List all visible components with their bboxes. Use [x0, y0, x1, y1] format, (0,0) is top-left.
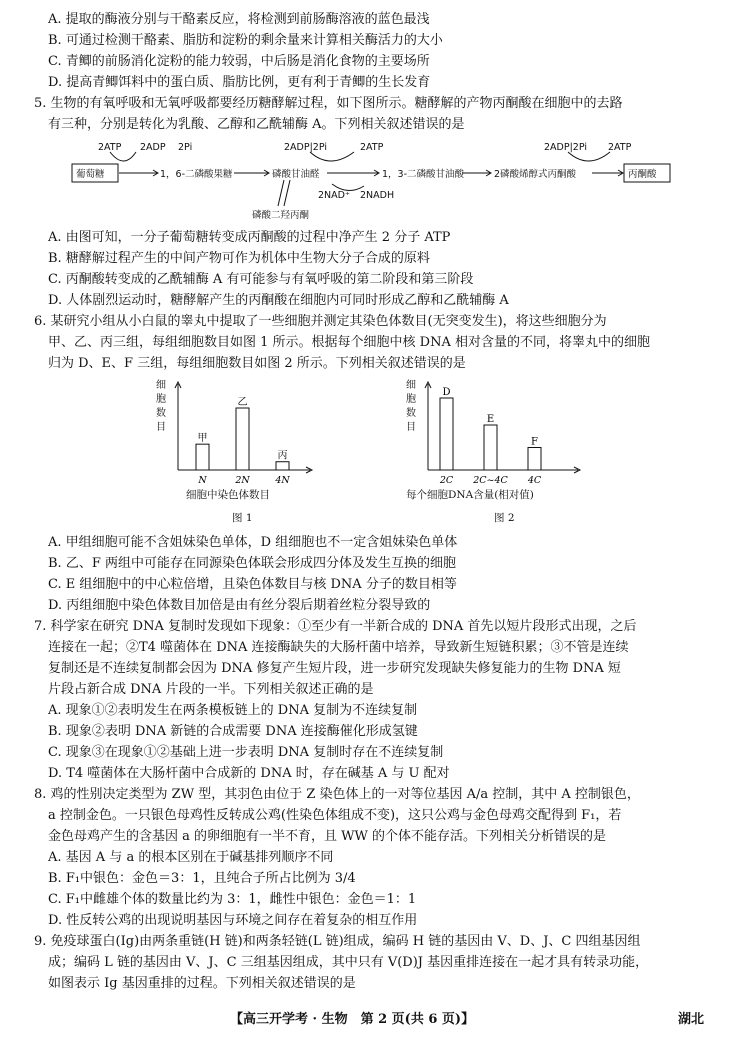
- q6-option-c: C. E 组细胞中的中心粒倍增，且染色体数目与核 DNA 分子的数目相等: [48, 577, 457, 592]
- fig2-bar-label-2: F: [531, 436, 538, 448]
- q9-stem-line3: 如图表示 Ig 基因重排的过程。下列相关叙述错误的是: [48, 976, 356, 991]
- q7-stem-line3: 复制还是不连续复制都会因为 DNA 修复产生短片段，进一步研究发现缺失修复能力的生物 DNA 短: [48, 661, 621, 676]
- q7-option-a: A. 现象①②表明发生在两条模板链上的 DNA 复制为不连续复制: [48, 703, 418, 718]
- q5-option-c: C. 丙酮酸转变成的乙酰辅酶 A 有可能参与有氧呼吸的第二阶段和第三阶段: [48, 272, 474, 287]
- q6-stem-line3: 归为 D、E、F 三组，每组细胞数目如图 2 所示。下列相关叙述错误的是: [48, 356, 466, 371]
- footer-region: 湖北: [678, 1012, 705, 1027]
- q8-stem-line1: 8. 鸡的性别决定类型为 ZW 型，其羽色由位于 Z 染色体上的一对等位基因 A/a 控制，其中 A 控制银色，: [34, 787, 640, 802]
- fig1-bar-1: [236, 408, 249, 470]
- q4-option-c: C. 青鲫的前肠消化淀粉的能力较弱，中后肠是消化食物的主要场所: [48, 54, 430, 69]
- adp-out-label: 2ADP: [140, 142, 166, 153]
- q8-option-b: B. F₁中银色：金色＝3：1，且纯合子所占比例为 3/4: [48, 871, 356, 886]
- q7-option-b: B. 现象②表明 DNA 新链的合成需要 DNA 连接酶催化形成氢键: [48, 724, 418, 739]
- fig2-bar-2: [528, 448, 541, 471]
- atp-out-label: 2ATP: [360, 142, 384, 153]
- fig1-tick-label-0: N: [198, 475, 207, 486]
- pi-out-label: 2Pi: [178, 142, 193, 153]
- q4-option-b: B. 可通过检测干酪素、脂肪和淀粉的剩余量来计算相关酶活力的大小: [48, 33, 443, 48]
- q6-option-a: A. 甲组细胞可能不含姐妹染色单体，D 组细胞也不一定含姐妹染色单体: [48, 535, 458, 550]
- q7-option-c: C. 现象③在现象①②基础上进一步表明 DNA 复制时存在不连续复制: [48, 745, 444, 760]
- q5-option-d: D. 人体剧烈运动时，糖酵解产生的丙酮酸在细胞内可同时形成乙醇和乙酰辅酶 A: [48, 293, 509, 308]
- q8-option-a: A. 基因 A 与 a 的根本区别在于碱基排列顺序不同: [48, 850, 334, 865]
- fig1-bar-0: [196, 444, 209, 470]
- glucose-label: 葡萄糖: [76, 169, 105, 180]
- fig2-bar-0: [440, 398, 453, 470]
- nadh-label: 2NADH: [360, 190, 395, 201]
- fig1-bar-label-2: 丙: [277, 450, 288, 462]
- q6-stem-line1: 6. 某研究小组从小白鼠的睾丸中提取了一些细胞并测定其染色体数目(无突变发生)，将这些细胞分为: [34, 314, 607, 329]
- fig1-caption: 图 1: [232, 512, 253, 524]
- q4-option-a: A. 提取的酶液分别与干酪素反应，将检测到前肠酶溶液的蓝色最浅: [48, 12, 430, 27]
- glycolysis-diagram: [62, 140, 702, 222]
- fig1-ylabel-4: 目: [156, 422, 166, 433]
- fig2-ylabel-1: 细: [406, 380, 416, 391]
- fig1-ylabel-1: 细: [156, 380, 166, 391]
- q7-stem-line1: 7. 科学家在研究 DNA 复制时发现如下现象：①至少有一半新合成的 DNA 首先以短片段形式出现，之后: [34, 619, 637, 634]
- q5-option-a: A. 由图可知，一分子葡萄糖转变成丙酮酸的过程中净产生 2 分子 ATP: [48, 230, 451, 245]
- q5-option-b: B. 糖酵解过程产生的中间产物可作为机体中生物大分子合成的原料: [48, 251, 430, 266]
- fig2-bar-label-1: E: [486, 414, 495, 425]
- q7-stem-line2: 连接在一起；②T4 噬菌体在 DNA 连接酶缺失的大肠杆菌中培养，导致新生短链积累；③不管是连续: [48, 640, 629, 655]
- f16bp-label: 1，6-二磷酸果糖: [160, 169, 233, 180]
- adp-pi-in2-label: 2ADP|2Pi: [544, 142, 587, 153]
- fig1-tick-label-2: 4N: [275, 475, 290, 486]
- fig1-bar-label-1: 乙: [237, 397, 248, 408]
- fig1-bar-label-0: 甲: [197, 433, 208, 445]
- fig2-bar-label-0: D: [442, 387, 451, 398]
- fig1-ylabel-3: 数: [156, 408, 166, 419]
- q9-stem-line1: 9. 免疫球蛋白(Ig)由两条重链(H 链)和两条轻链(L 链)组成，编码 H 链的基因由 V、D、J、C 四组基因组: [34, 934, 641, 949]
- adp-pi-in-label: 2ADP|2Pi: [284, 142, 327, 153]
- q8-option-d: D. 性反转公鸡的出现说明基因与环境之间存在着复杂的相互作用: [48, 913, 418, 928]
- fig1-xlabel: 细胞中染色体数目: [186, 489, 270, 501]
- atp-out2-label: 2ATP: [608, 142, 632, 153]
- pep-label: 2磷酸烯醇式丙酮酸: [494, 169, 577, 180]
- dhap-label: 磷酸二羟丙酮: [252, 210, 310, 221]
- q8-stem-line3: 金色母鸡产生的含基因 a 的卵细胞有一半不育，且 WW 的个体不能存活。下列相关分析错误的是: [48, 829, 607, 844]
- fig1-ylabel-2: 胞: [156, 394, 166, 405]
- fig2-bar-1: [484, 425, 497, 470]
- q8-stem-line2: a 控制金色。一只银色母鸡性反转成公鸡(性染色体组成不变)，这只公鸡与金色母鸡交配得到 F₁，若: [48, 808, 622, 823]
- footer-page-info: 【高三开学考 · 生物 第 2 页(共 6 页)】: [230, 1012, 475, 1027]
- bpg-label: 1，3-二磷酸甘油酸: [382, 169, 465, 180]
- fig1-tick-label-1: 2N: [235, 475, 250, 486]
- fig2-xlabel: 每个细胞DNA含量(相对值): [406, 489, 534, 501]
- q9-stem-line2: 成；编码 L 链的基因由 V、J、C 三组基因组成，其中只有 V(D)J 基因重排连接在一起才具有转录功能，: [48, 955, 649, 970]
- q7-stem-line4: 片段占新合成 DNA 片段的一半。下列相关叙述正确的是: [48, 682, 374, 697]
- fig2-caption: 图 2: [494, 512, 515, 524]
- q6-option-d: D. 丙组细胞中染色体数目加倍是由有丝分裂后期着丝粒分裂导致的: [48, 598, 431, 613]
- glycolysis-svg: [62, 140, 702, 222]
- fig2-ylabel-4: 目: [406, 422, 416, 433]
- fig2-ylabel-3: 数: [406, 408, 416, 419]
- fig1-bar-2: [276, 462, 289, 470]
- fig2-tick-label-2: 4C: [527, 475, 542, 486]
- fig2-ylabel-2: 胞: [406, 394, 416, 405]
- figure-2-chart: [400, 376, 590, 526]
- figure-2: [400, 376, 590, 526]
- figure-1: [150, 376, 320, 526]
- q5-stem-line2: 有三种，分别是转化为乳酸、乙醇和乙酰辅酶 A。下列相关叙述错误的是: [48, 117, 465, 132]
- atp-in-label: 2ATP: [98, 142, 122, 153]
- pyruvate-label: 丙酮酸: [628, 169, 657, 180]
- q4-option-d: D. 提高青鲫饵料中的蛋白质、脂肪比例，更有利于青鲫的生长发育: [48, 75, 431, 90]
- q5-stem-line1: 5. 生物的有氧呼吸和无氧呼吸都要经历糖酵解过程，如下图所示。糖酵解的产物丙酮酸在细胞中的去路: [34, 96, 623, 111]
- fig2-tick-label-0: 2C: [439, 475, 454, 486]
- nad-label: 2NAD⁺: [318, 190, 350, 201]
- g3p-label: 磷酸甘油醛: [272, 169, 320, 180]
- q6-option-b: B. 乙、F 两组中可能存在同源染色体联会形成四分体及发生互换的细胞: [48, 556, 456, 571]
- fig2-tick-label-1: 2C~4C: [473, 475, 508, 486]
- q8-option-c: C. F₁中雌雄个体的数量比约为 3：1，雌性中银色：金色＝1：1: [48, 892, 417, 907]
- q7-option-d: D. T4 噬菌体在大肠杆菌中合成新的 DNA 时，存在碱基 A 与 U 配对: [48, 766, 450, 781]
- q6-stem-line2: 甲、乙、丙三组，每组细胞数目如图 1 所示。根据每个细胞中核 DNA 相对含量的不同，将睾丸中的细胞: [48, 335, 650, 350]
- figure-1-chart: [150, 376, 320, 526]
